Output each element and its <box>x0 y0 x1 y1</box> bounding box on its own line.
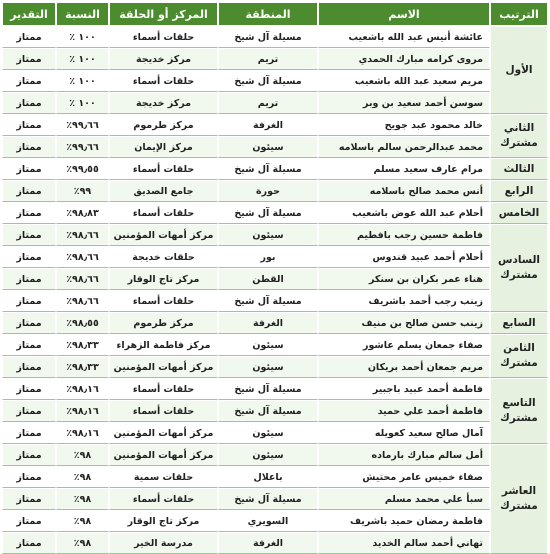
grade-cell: ممتاز <box>2 268 56 290</box>
table-row <box>2 378 548 400</box>
area-cell: القطن <box>218 268 318 290</box>
name-cell: مريم سعيد عبد الله باشعيب <box>318 70 490 92</box>
table-row <box>2 400 548 422</box>
percentage-cell: ٩٨٪ <box>56 488 109 510</box>
percentage-cell: ٩٨٫٦٦٪ <box>56 246 109 268</box>
center-cell: مركز أمهات المؤمنين <box>109 444 218 466</box>
grade-cell: ممتاز <box>2 70 56 92</box>
table-row <box>2 92 548 114</box>
percentage-cell: ١٠٠ ٪ <box>56 92 109 114</box>
grade-cell: ممتاز <box>2 312 56 334</box>
name-cell: فاطمة حسين رجب بافطيم <box>318 224 490 246</box>
grade-cell: ممتاز <box>2 290 56 312</box>
center-cell: حلقات سمية <box>109 466 218 488</box>
grade-cell: ممتاز <box>2 136 56 158</box>
grade-cell: ممتاز <box>2 26 56 48</box>
area-cell: مسيلة آل شيخ <box>218 158 318 180</box>
center-cell: مركز الإيمان <box>109 136 218 158</box>
table-row <box>2 70 548 92</box>
table-row <box>2 224 548 246</box>
center-cell: مركز خديجة <box>109 92 218 114</box>
table-row <box>2 488 548 510</box>
percentage-cell: ٩٨٫١٦٪ <box>56 400 109 422</box>
center-cell: حلقات أسماء <box>109 202 218 224</box>
center-cell: حلقات أسماء <box>109 158 218 180</box>
area-cell: حورة <box>218 180 318 202</box>
name-cell: آمال صالح سعيد كعويله <box>318 422 490 444</box>
table-row <box>2 290 548 312</box>
area-cell: مسيلة آل شيخ <box>218 488 318 510</box>
center-cell: مركز تاج الوقار <box>109 268 218 290</box>
center-cell: حلقات أسماء <box>109 378 218 400</box>
grade-cell: ممتاز <box>2 356 56 378</box>
area-cell: تريم <box>218 48 318 70</box>
name-cell: مروى كرامه مبارك الحمدي <box>318 48 490 70</box>
area-cell: مسيلة آل شيخ <box>218 70 318 92</box>
grade-cell: ممتاز <box>2 180 56 202</box>
percentage-cell: ٩٨٪ <box>56 510 109 532</box>
grade-cell: ممتاز <box>2 488 56 510</box>
results-body <box>2 26 548 554</box>
area-cell: مسيلة آل شيخ <box>218 400 318 422</box>
grade-cell: ممتاز <box>2 532 56 554</box>
percentage-cell: ٩٩٫٦٦٪ <box>56 136 109 158</box>
percentage-cell: ٩٨٫٥٥٪ <box>56 312 109 334</box>
header-name: الاسم <box>318 2 490 26</box>
percentage-cell: ٩٨٪ <box>56 466 109 488</box>
name-cell: خالد محمود عبد جويح <box>318 114 490 136</box>
table-row <box>2 356 548 378</box>
percentage-cell: ٩٨٪ <box>56 532 109 554</box>
table-row <box>2 26 548 48</box>
grade-cell: ممتاز <box>2 444 56 466</box>
rank-cell: السادس مشترك <box>490 224 548 312</box>
center-cell: حلقات أسماء <box>109 290 218 312</box>
center-cell: حلقات أسماء <box>109 70 218 92</box>
header-row <box>2 2 548 26</box>
results-table-container <box>2 2 548 548</box>
rank-cell: التاسع مشترك <box>490 378 548 444</box>
name-cell: عائشة أنيس عبد الله باشعيب <box>318 26 490 48</box>
area-cell: بور <box>218 246 318 268</box>
area-cell: سيئون <box>218 422 318 444</box>
center-cell: حلقات أسماء <box>109 26 218 48</box>
name-cell: أحلام أحمد عبيد قندوس <box>318 246 490 268</box>
percentage-cell: ٩٨٫٨٣٪ <box>56 202 109 224</box>
percentage-cell: ٩٨٫٦٦٪ <box>56 268 109 290</box>
percentage-cell: ٩٩٪ <box>56 180 109 202</box>
rank-cell: الأول <box>490 26 548 114</box>
percentage-cell: ٩٨٫٦٦٪ <box>56 224 109 246</box>
table-row <box>2 180 548 202</box>
area-cell: تريم <box>218 92 318 114</box>
area-cell: الغرفة <box>218 312 318 334</box>
center-cell: حلقات أسماء <box>109 400 218 422</box>
center-cell: مركز فاطمة الزهراء <box>109 334 218 356</box>
name-cell: محمد عبدالرحمن سالم باسلامه <box>318 136 490 158</box>
name-cell: سبأ علي محمد مسلم <box>318 488 490 510</box>
grade-cell: ممتاز <box>2 466 56 488</box>
name-cell: فاطمة أحمد علي حميد <box>318 400 490 422</box>
rank-cell: العاشر مشترك <box>490 444 548 554</box>
table-row <box>2 48 548 70</box>
area-cell: سيئون <box>218 224 318 246</box>
center-cell: جامع الصديق <box>109 180 218 202</box>
percentage-cell: ٩٨٫٣٣٪ <box>56 334 109 356</box>
table-row <box>2 510 548 532</box>
center-cell: مركز طرموم <box>109 312 218 334</box>
percentage-cell: ١٠٠ ٪ <box>56 26 109 48</box>
name-cell: هناء عمر بكران بن سنكر <box>318 268 490 290</box>
table-row <box>2 114 548 136</box>
grade-cell: ممتاز <box>2 422 56 444</box>
center-cell: مركز طرموم <box>109 114 218 136</box>
area-cell: مسيلة آل شيخ <box>218 378 318 400</box>
area-cell: مسيلة آل شيخ <box>218 202 318 224</box>
name-cell: فاطمة رمضان حميد باشريف <box>318 510 490 532</box>
header-pct: النسبة <box>56 2 109 26</box>
table-row <box>2 268 548 290</box>
center-cell: مركز أمهات المؤمنين <box>109 224 218 246</box>
name-cell: أنس محمد صالح باسلامه <box>318 180 490 202</box>
header-grade: التقدير <box>2 2 56 26</box>
center-cell: مركز أمهات المؤمنين <box>109 422 218 444</box>
center-cell: مركز خديجة <box>109 48 218 70</box>
header-center: المركز أو الحلقة <box>109 2 218 26</box>
grade-cell: ممتاز <box>2 92 56 114</box>
rank-cell: الثالث <box>490 158 548 180</box>
percentage-cell: ٩٩٫٦٦٪ <box>56 114 109 136</box>
center-cell: مركز أمهات المؤمنين <box>109 356 218 378</box>
rank-cell: الثاني مشترك <box>490 114 548 158</box>
table-row <box>2 466 548 488</box>
grade-cell: ممتاز <box>2 48 56 70</box>
percentage-cell: ٩٨٪ <box>56 444 109 466</box>
percentage-cell: ١٠٠ ٪ <box>56 70 109 92</box>
name-cell: تهاني أحمد سالم الخديد <box>318 532 490 554</box>
percentage-cell: ٩٨٫١٦٪ <box>56 378 109 400</box>
name-cell: سوسن أحمد سعيد بن وبر <box>318 92 490 114</box>
grade-cell: ممتاز <box>2 334 56 356</box>
results-table <box>2 2 548 554</box>
center-cell: حلقات أسماء <box>109 488 218 510</box>
table-row <box>2 444 548 466</box>
area-cell: سيئون <box>218 356 318 378</box>
rank-cell: الثامن مشترك <box>490 334 548 378</box>
header-rank: الترتيب <box>490 2 548 26</box>
grade-cell: ممتاز <box>2 400 56 422</box>
center-cell: مدرسة الخير <box>109 532 218 554</box>
area-cell: مسيلة آل شيخ <box>218 290 318 312</box>
percentage-cell: ٩٨٫٣٣٪ <box>56 356 109 378</box>
percentage-cell: ٩٨٫١٦٪ <box>56 422 109 444</box>
table-row <box>2 136 548 158</box>
grade-cell: ممتاز <box>2 224 56 246</box>
name-cell: أمل سالم مبارك بارماده <box>318 444 490 466</box>
center-cell: مركز تاج الوقار <box>109 510 218 532</box>
grade-cell: ممتاز <box>2 158 56 180</box>
area-cell: سيئون <box>218 444 318 466</box>
area-cell: سيئون <box>218 136 318 158</box>
name-cell: زينب رجب أحمد باشريف <box>318 290 490 312</box>
header-area: المنطقة <box>218 2 318 26</box>
area-cell: سيئون <box>218 334 318 356</box>
percentage-cell: ٩٨٫٦٦٪ <box>56 290 109 312</box>
table-row <box>2 246 548 268</box>
grade-cell: ممتاز <box>2 378 56 400</box>
name-cell: أحلام عبد الله عوض باشعيب <box>318 202 490 224</box>
table-row <box>2 422 548 444</box>
grade-cell: ممتاز <box>2 202 56 224</box>
table-row <box>2 312 548 334</box>
percentage-cell: ٩٩٫٥٥٪ <box>56 158 109 180</box>
name-cell: صفاء جمعان يسلم عاشور <box>318 334 490 356</box>
rank-cell: الرابع <box>490 180 548 202</box>
rank-cell: السابع <box>490 312 548 334</box>
area-cell: السويري <box>218 510 318 532</box>
grade-cell: ممتاز <box>2 246 56 268</box>
grade-cell: ممتاز <box>2 510 56 532</box>
table-row <box>2 334 548 356</box>
table-row <box>2 202 548 224</box>
name-cell: مرام عارف سعيد مسلم <box>318 158 490 180</box>
name-cell: مريم جمعان أحمد بريكان <box>318 356 490 378</box>
percentage-cell: ١٠٠ ٪ <box>56 48 109 70</box>
table-row <box>2 532 548 554</box>
area-cell: مسيلة آل شيخ <box>218 26 318 48</box>
area-cell: باعلال <box>218 466 318 488</box>
name-cell: فاطمة أحمد عبيد باجبير <box>318 378 490 400</box>
name-cell: زينب حسن صالح بن منيف <box>318 312 490 334</box>
rank-cell: الخامس <box>490 202 548 224</box>
center-cell: حلقات خديجة <box>109 246 218 268</box>
table-row <box>2 158 548 180</box>
grade-cell: ممتاز <box>2 114 56 136</box>
name-cell: صفاء خميس عامر محتيش <box>318 466 490 488</box>
area-cell: الغرفة <box>218 532 318 554</box>
area-cell: الغرفة <box>218 114 318 136</box>
